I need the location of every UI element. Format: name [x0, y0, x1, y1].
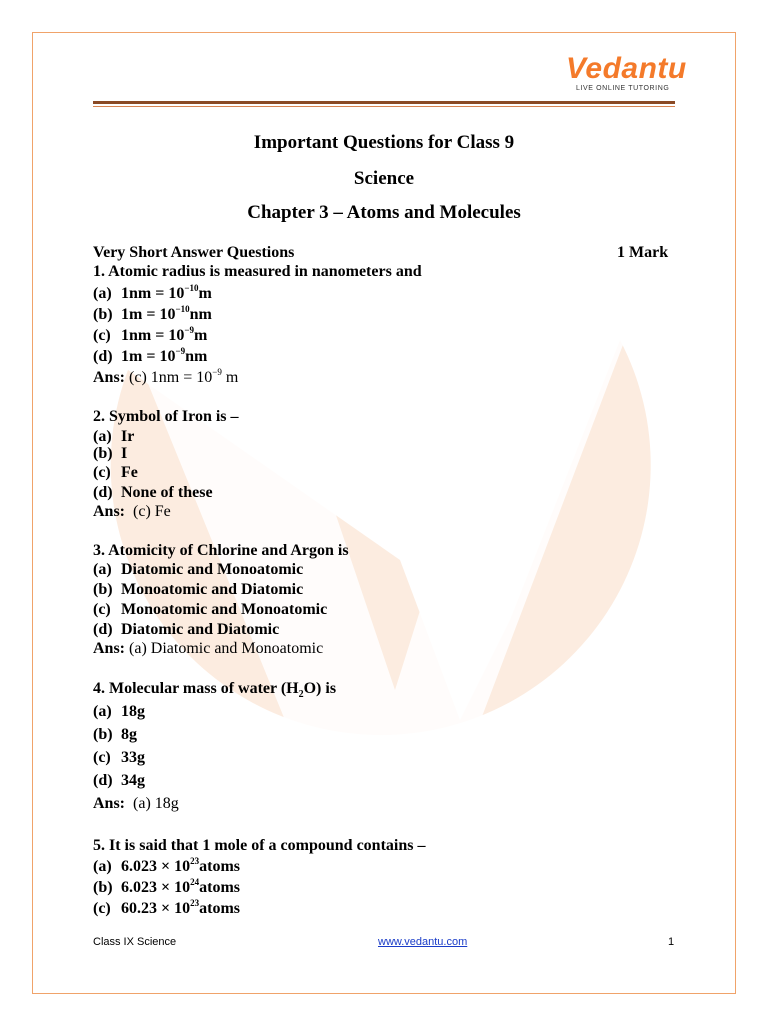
question-2: 2. Symbol of Iron is – — [93, 408, 239, 425]
q4-option-d: (d) 34g — [93, 772, 145, 789]
q4-option-a: (a) 18g — [93, 703, 145, 720]
q1-option-d: (d) $1m = 10^{-9}nm$ — [93, 346, 208, 365]
logo-wordmark: Vedantu — [566, 52, 687, 85]
header-rule — [93, 101, 675, 104]
q5-option-b: (b) $6.023 \times 10^{24}atoms$ — [93, 877, 241, 896]
q2-option-b: (b) I — [93, 445, 128, 462]
section-marks: 1 Mark — [617, 244, 669, 261]
q2-option-a: (a) Ir — [93, 428, 135, 445]
question-4: 4. Molecular mass of water $(H_2O)$ is — [93, 680, 337, 700]
q3-option-b: (b) Monoatomic and Diatomic — [93, 581, 304, 598]
header-rule-thin — [93, 106, 675, 107]
vedantu-logo — [566, 52, 686, 96]
q2-answer: Ans: (c) Fe — [93, 503, 171, 520]
q3-option-c: (c) Monoatomic and Monoatomic — [93, 601, 328, 618]
footer-class: Class IX Science — [93, 936, 177, 948]
q1-answer: Ans: (c) $1nm = 10^{-9}$ m — [93, 367, 239, 386]
q4-option-b: (b) 8g — [93, 726, 137, 743]
logo-tagline: LIVE ONLINE TUTORING — [576, 85, 670, 92]
question-5: 5. It is said that 1 mole of a compound contains – — [93, 837, 426, 854]
footer-website[interactable] — [378, 936, 467, 948]
q1-option-b: (b) $1m = 10^{-10}nm$ — [93, 304, 212, 323]
footer-link[interactable]: www.vedantu.com — [378, 936, 468, 948]
q4-answer: Ans: (a) 18g — [93, 795, 179, 812]
question-3: 3. Atomicity of Chlorine and Argon is — [93, 542, 349, 559]
doc-chapter: Chapter 3 – Atoms and Molecules — [247, 202, 521, 223]
q2-option-d: (d) None of these — [93, 484, 213, 501]
q4-option-c: (c) 33g — [93, 749, 145, 766]
doc-subject: Science — [353, 168, 415, 189]
q1-option-a: (a) $1nm = 10^{-10}m$ — [93, 283, 212, 302]
q3-option-a: (a) Diatomic and Monoatomic — [93, 561, 304, 578]
section-heading: Very Short Answer Questions — [93, 244, 295, 261]
q2-option-c: (c) Fe — [93, 464, 138, 481]
q5-option-a: (a) $6.023 \times 10^{23}atoms$ — [93, 856, 241, 875]
q5-option-c: (c) $60.23 \times 10^{23}atoms$ — [93, 898, 241, 917]
question-1: 1. Atomic radius is measured in nanometers and — [93, 263, 422, 280]
q1-option-c: (c) $1nm = 10^{-9}m$ — [93, 325, 208, 344]
footer-page-number: 1 — [668, 936, 675, 948]
q3-answer: Ans: (a) Diatomic and Monoatomic — [93, 640, 324, 657]
doc-title: Important Questions for Class 9 — [253, 132, 515, 153]
q3-option-d: (d) Diatomic and Diatomic — [93, 621, 280, 638]
